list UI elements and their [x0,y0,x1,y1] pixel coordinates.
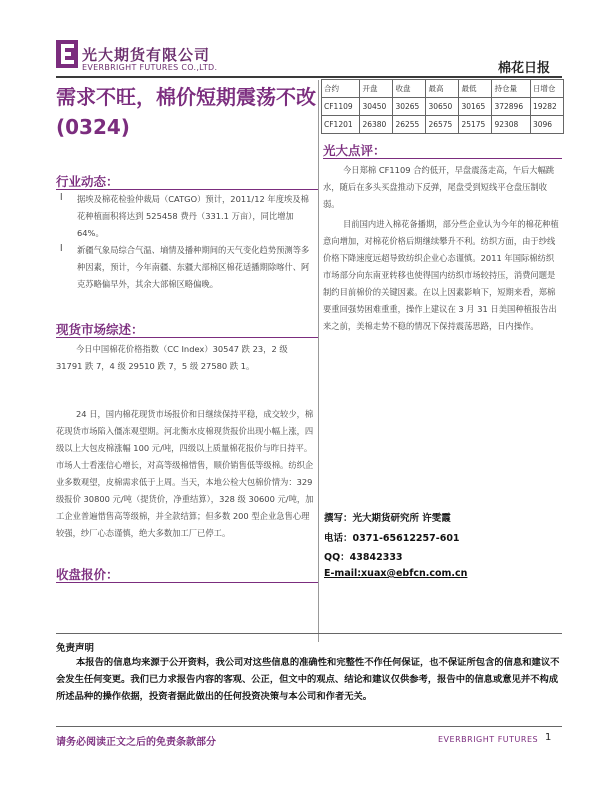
report-type: 棉花日报 [498,61,551,76]
spot-heading-rule [56,337,318,338]
table-cell: 3096 [530,116,563,134]
comment-heading-rule [323,158,562,159]
table-header-cell: 日增仓 [530,80,563,98]
author-phone: 电话：0371-65612257-601 [324,533,460,544]
industry-heading-rule [56,189,318,190]
company-logo-icon [56,40,78,68]
page-title: 需求不旺，棉价短期震荡不改(0324) [56,85,316,139]
comment-paragraph-1: 今日郑棉 CF1109 合约低开，早盘震荡走高，午后大幅跳水，随后在多头买盘推动下反弹，尾盘受到短线平仓盘压制收弱。 [323,165,555,209]
table-row [322,98,564,116]
email-link[interactable]: E-mail:xuax@ebfcn.com.cn [324,568,468,579]
company-name-en: EVERBRIGHT FUTURES CO.,LTD. [82,63,218,72]
spot-paragraph-2: 24 日，国内棉花现货市场报价和日继续保持平稳，成交较少，棉花现货市场陷入僵冻观望期。河北衡水皮棉现货报价出现小幅上涨，四级以上大包皮棉涨幅 100 元/吨，四级以上质量棉花报价与昨日持平。市场人士看涨信心增长，对高等级棉惜售，顺价销售低等级棉。纺织企业多数观望，皮棉需求低于上周。当天，本地公检大包棉价情为：329 级报价 30800 元/吨（提货价，净重结算），328 级 30600 元/吨，加工企业普遍惜售高等级棉，并全款结算；但多数 200 型企业急售心理较强，纱厂心态谨慎，绝大多数加工厂已停工。 [56,409,314,538]
footer-divider [56,726,562,727]
industry-heading: 行业动态： [56,174,119,189]
table-row [322,116,564,134]
quote-heading: 收盘报价： [56,567,119,582]
comment-heading: 光大点评： [323,143,386,158]
quote-heading-rule [56,582,318,583]
quote-table [321,79,564,134]
footer-note: 请务必阅读正文之后的免责条款部分 [56,737,216,748]
table-header-row [322,80,564,98]
header-divider [56,76,562,78]
industry-bullet-2: 新疆气象局综合气温、墒情及播种期间的天气变化趋势预测等多种因素，预计，今年南疆、东疆大部棉区棉花适播期除喀什、阿克苏略偏早外，其余大部棉区略偏晚。 [77,245,310,289]
comment-paragraph-2: 目前国内进入棉花备播期，部分些企业认为今年的棉花种植意向增加，对棉花价格后期继续攀升不利。纺织方面，由于纱线价格下降速度远超导致纺织企业心态谨慎。2011 年国际棉纺织市场部分向东南亚转移也使得国内纺织市场较持压，消费问题是制约目前棉价的关键因素。在以上因素影响下，短期来看，郑棉要重回强势困难重重，操作上建议在 3 月 31 日美国种植报告出来之前，美棉走势不稳的情况下保持震荡思路，日内操作。 [323,219,559,331]
page-number: 1 [545,732,552,743]
spot-paragraph-1: 今日中国棉花价格指数（CC Index）30547 跌 23，2 级 31791 跌 7，4 级 29510 跌 7，5 级 27580 跌 1。 [56,344,288,371]
table-cell: CF1109 [322,98,360,116]
bullet-marker: l [60,244,63,254]
table-header-cell: 持仓量 [492,80,530,98]
table-header-cell: 收盘 [393,80,426,98]
disclaimer-divider [56,633,562,634]
table-cell: 30265 [393,98,426,116]
table-header-cell: 合约 [322,80,360,98]
author-email[interactable] [324,568,467,579]
table-cell: CF1201 [322,116,360,134]
table-cell: 26380 [360,116,393,134]
table-cell: 92308 [492,116,530,134]
table-header-cell: 最低 [459,80,492,98]
table-cell: 30450 [360,98,393,116]
spot-heading: 现货市场综述： [56,322,144,337]
table-cell: 30650 [426,98,459,116]
bullet-marker: l [60,193,63,203]
table-header-cell: 最高 [426,80,459,98]
column-divider [318,80,319,642]
table-cell: 25175 [459,116,492,134]
disclaimer-text: 本报告的信息均来源于公开资料，我公司对这些信息的准确性和完整性不作任何保证，也不保证所包含的信息和建议不会发生任何变更。我们已力求报告内容的客观、公正，但文中的观点、结论和建议仅供参考，报告中的信息或意见并不构成所述品种的操作依据，投资者据此做出的任何投资决策与本公司和作者无关。 [56,657,560,702]
disclaimer-heading: 免责声明 [56,643,95,654]
table-cell: 26575 [426,116,459,134]
company-name-cn: 光大期货有限公司 [82,46,211,64]
table-cell: 372896 [492,98,530,116]
table-cell: 19282 [530,98,563,116]
table-cell: 30165 [459,98,492,116]
table-header-cell: 开盘 [360,80,393,98]
author-qq: QQ：43842333 [324,552,403,563]
industry-bullet-1: 据埃及棉花检验仲裁局（CATGO）预计，2011/12 年度埃及棉花种植面积将达到 525458 费丹（331.1 万亩），同比增加 64%。 [77,194,309,238]
author-writer: 撰写：光大期货研究所 许雯霞 [324,513,451,524]
table-cell: 26255 [393,116,426,134]
footer-brand: EVERBRIGHT FUTURES [438,735,539,744]
